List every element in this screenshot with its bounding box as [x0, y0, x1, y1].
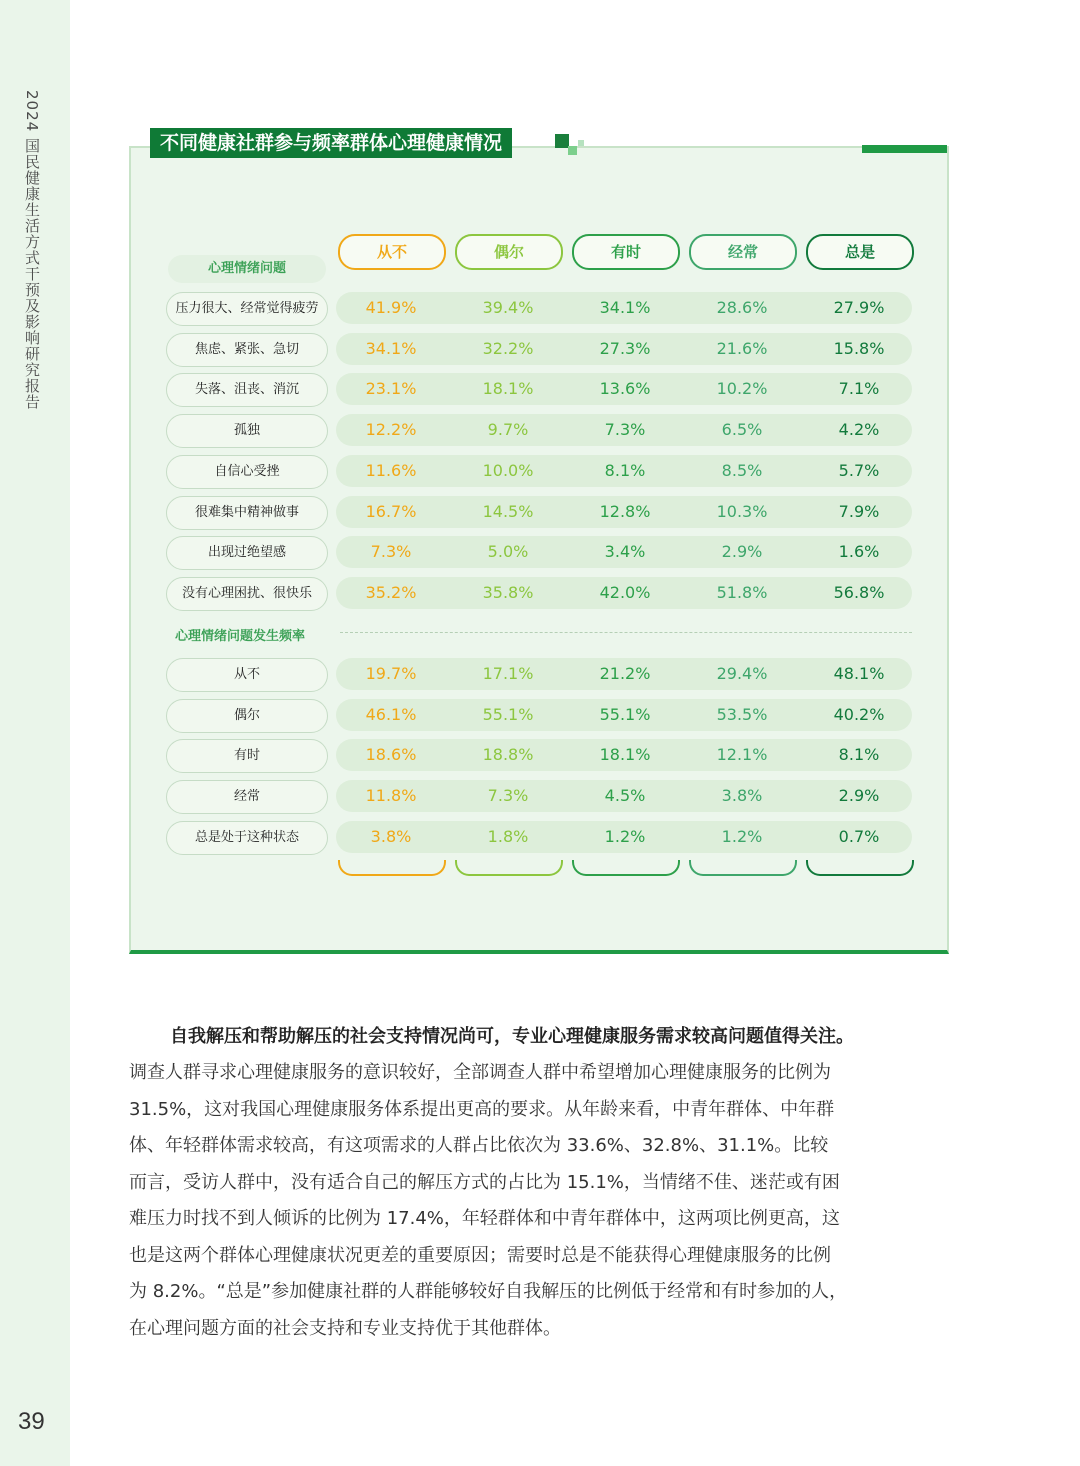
table-cell-always: 2.9%: [838, 786, 880, 806]
table-cell-sometimes: 12.8%: [599, 501, 651, 521]
table-cell-always: 0.7%: [838, 826, 880, 846]
section-label-emotional-issues: 心理情绪问题: [168, 255, 326, 283]
row-label: 总是处于这种状态: [166, 821, 328, 855]
table-cell-often: 1.2%: [721, 826, 763, 846]
table-cell-occasionally: 14.5%: [482, 501, 534, 521]
row-label: 自信心受挫: [166, 455, 328, 489]
table-cell-often: 6.5%: [721, 420, 763, 440]
table-cell-sometimes: 55.1%: [599, 704, 651, 724]
paragraph-line: 在心理问题方面的社会支持和专业支持优于其他群体。: [129, 1317, 561, 1339]
table-cell-often: 28.6%: [716, 298, 768, 317]
table-cell-often: 8.5%: [721, 460, 763, 480]
table-cell-never: 41.9%: [365, 298, 417, 317]
column-footer-occasionally: [455, 860, 563, 876]
table-cell-always: 15.8%: [833, 338, 885, 358]
table-cell-occasionally: 1.8%: [487, 826, 529, 846]
table-cell-occasionally: 17.1%: [482, 664, 534, 683]
column-header-never: 从不: [338, 234, 446, 270]
column-footer-often: [689, 860, 797, 876]
column-header-occasionally: 偶尔: [455, 234, 563, 270]
paragraph-line: 为 8.2%。“总是”参加健康社群的人群能够较好自我解压的比例低于经常和有时参加的人，: [129, 1281, 848, 1302]
report-side-title: 2024 国民健康生活方式干预及影响研究报告: [23, 90, 41, 410]
table-cell-often: 2.9%: [721, 542, 763, 562]
table-cell-often: 51.8%: [716, 582, 768, 602]
table-cell-occasionally: 10.0%: [482, 460, 534, 480]
table-cell-never: 11.6%: [365, 460, 417, 480]
page-number: 39: [18, 1408, 45, 1435]
paragraph-lead: 自我解压和帮助解压的社会支持情况尚可，专业心理健康服务需求较高问题值得关注。: [170, 1026, 854, 1047]
column-footer-sometimes: [572, 860, 680, 876]
row-label: 压力很大、经常觉得疲劳: [166, 292, 328, 326]
table-cell-never: 3.8%: [370, 826, 412, 846]
table-cell-never: 35.2%: [365, 582, 417, 602]
table-cell-sometimes: 27.3%: [599, 338, 651, 358]
table-cell-often: 21.6%: [716, 338, 768, 358]
table-cell-always: 7.1%: [838, 379, 880, 399]
table-cell-always: 27.9%: [833, 298, 885, 317]
table-cell-occasionally: 9.7%: [487, 420, 529, 440]
table-cell-occasionally: 18.1%: [482, 379, 534, 399]
table-cell-occasionally: 55.1%: [482, 704, 534, 724]
table-cell-always: 5.7%: [838, 460, 880, 480]
table-cell-always: 8.1%: [838, 745, 880, 765]
table-cell-never: 23.1%: [365, 379, 417, 399]
table-cell-occasionally: 5.0%: [487, 542, 529, 562]
table-cell-sometimes: 1.2%: [604, 826, 646, 846]
table-cell-sometimes: 4.5%: [604, 786, 646, 806]
table-cell-never: 34.1%: [365, 338, 417, 358]
paragraph-line: 也是这两个群体心理健康状况更差的重要原因；需要时总是不能获得心理健康服务的比例: [129, 1244, 831, 1266]
row-label: 经常: [166, 780, 328, 814]
paragraph-line: 调查人群寻求心理健康服务的意识较好，全部调查人群中希望增加心理健康服务的比例为: [129, 1062, 831, 1083]
table-cell-often: 12.1%: [716, 745, 768, 765]
table-cell-always: 7.9%: [838, 501, 880, 521]
table-cell-occasionally: 32.2%: [482, 338, 534, 358]
row-label: 有时: [166, 739, 328, 773]
table-cell-never: 46.1%: [365, 704, 417, 724]
table-cell-often: 10.3%: [716, 501, 768, 521]
panel-accent-bar: [862, 145, 947, 153]
title-decoration-square: [555, 134, 569, 148]
table-cell-never: 16.7%: [365, 501, 417, 521]
table-cell-sometimes: 18.1%: [599, 745, 651, 765]
row-label: 失落、沮丧、消沉: [166, 373, 328, 407]
table-cell-sometimes: 7.3%: [604, 420, 646, 440]
table-cell-sometimes: 42.0%: [599, 582, 651, 602]
table-cell-sometimes: 8.1%: [604, 460, 646, 480]
table-cell-never: 18.6%: [365, 745, 417, 765]
paragraph-line: 而言，受访人群中，没有适合自己的解压方式的占比为 15.1%，当情绪不佳、迷茫或有困: [129, 1171, 840, 1193]
row-label: 孤独: [166, 414, 328, 448]
table-cell-often: 10.2%: [716, 379, 768, 399]
row-label: 偶尔: [166, 699, 328, 733]
table-cell-often: 3.8%: [721, 786, 763, 806]
table-cell-sometimes: 34.1%: [599, 298, 651, 317]
title-decoration-square: [568, 146, 577, 155]
row-label: 很难集中精神做事: [166, 496, 328, 530]
row-label: 从不: [166, 658, 328, 692]
column-footer-always: [806, 860, 914, 876]
table-cell-never: 12.2%: [365, 420, 417, 440]
paragraph-line: 难压力时找不到人倾诉的比例为 17.4%，年轻群体和中青年群体中，这两项比例更高，这: [129, 1208, 840, 1229]
row-label: 出现过绝望感: [166, 536, 328, 570]
table-cell-never: 7.3%: [370, 542, 412, 562]
panel-title: 不同健康社群参与频率群体心理健康情况: [150, 128, 512, 158]
column-footer-never: [338, 860, 446, 876]
table-cell-always: 56.8%: [833, 582, 885, 602]
table-cell-occasionally: 7.3%: [487, 786, 529, 806]
row-label: 没有心理困扰、很快乐: [166, 577, 328, 611]
table-cell-sometimes: 13.6%: [599, 379, 651, 399]
column-header-always: 总是: [806, 234, 914, 270]
table-cell-never: 19.7%: [365, 664, 417, 683]
section-label-issue-frequency: 心理情绪问题发生频率: [175, 629, 306, 644]
table-cell-sometimes: 3.4%: [604, 542, 646, 562]
table-cell-always: 48.1%: [833, 664, 885, 683]
table-cell-always: 1.6%: [838, 542, 880, 562]
section-divider: [340, 632, 912, 633]
table-cell-sometimes: 21.2%: [599, 664, 651, 683]
paragraph-line: 体、年轻群体需求较高，有这项需求的人群占比依次为 33.6%、32.8%、31.1%。比较: [129, 1135, 829, 1156]
table-cell-occasionally: 18.8%: [482, 745, 534, 765]
column-header-often: 经常: [689, 234, 797, 270]
table-cell-never: 11.8%: [365, 786, 417, 806]
title-decoration-square: [578, 140, 584, 146]
table-cell-often: 53.5%: [716, 704, 768, 724]
table-cell-always: 4.2%: [838, 420, 880, 440]
table-cell-often: 29.4%: [716, 664, 768, 683]
column-header-sometimes: 有时: [572, 234, 680, 270]
paragraph-line: 31.5%，这对我国心理健康服务体系提出更高的要求。从年龄来看，中青年群体、中年群: [129, 1098, 835, 1120]
table-cell-occasionally: 35.8%: [482, 582, 534, 602]
table-cell-always: 40.2%: [833, 704, 885, 724]
row-label: 焦虑、紧张、急切: [166, 333, 328, 367]
table-cell-occasionally: 39.4%: [482, 298, 534, 317]
